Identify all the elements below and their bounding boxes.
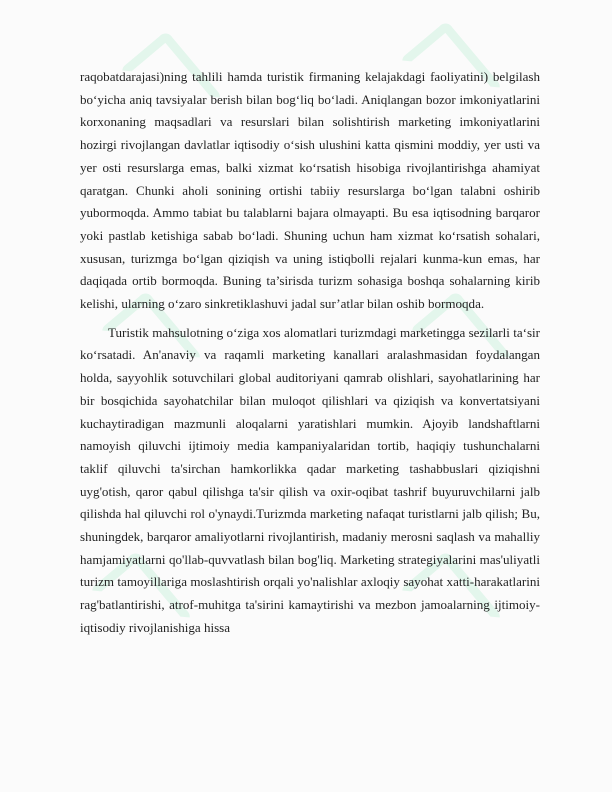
paragraph-2: Turistik mahsulotning o‘ziga xos alomatlari turizmdagi marketingga sezilarli ta‘sir ko‘rsatadi. An'anaviy va raqamli marketing kanallari aralashmasidan foydalangan holda, sayyohlik sotuvchilari global auditoriyani qamrab olishlari, sayohatlarining har bir bosqichida sayohatchilar bilan muloqot qilishlari va qiziqish va konvertatsiyani kuchaytiradigan mazmunli aloqalarni yaratishlari mumkin. Ajoyib landshaftlarni namoyish qiluvchi ijtimoiy media kampaniyalaridan tortib, haqiqiy tushunchalarni taklif qiluvchi ta'sirchan hamkorlikka qadar marketing tashabbuslari qiziqishni uyg'otish, qaror qabul qilishga ta'sir qilish va oxir-oqibat tashrif buyuruvchilarni jalb qilishda hal qiluvchi rol o'ynaydi.Turizmda marketing nafaqat turistlarni jalb qilish; Bu, shuningdek, barqaror amaliyotlarni rivojlantirish, madaniy merosni saqlash va mahalliy hamjamiyatlarni qo'llab-quvvatlash bilan bog'liq. Marketing strategiyalarini mas'uliyatli turizm tamoyillariga moslashtirish orqali yo'nalishlar axloqiy sayohat xatti-harakatlarini rag'batlantirishi, atrof-muhitga ta'sirini kamaytirishi va mezbon jamoalarning ijtimoiy-iqtisodiy rivojlanishiga hissa <box>80 324 540 635</box>
paragraph-1: raqobatdarajasi)ning tahlili hamda turistik firmaning kelajakdagi faoliyatini) belgilash bo‘yicha aniq tavsiyalar berish bilan bog‘liq bo‘ladi. Aniqlangan bozor imkoniyatlarini korxonaning maqsadlari va resurslari bilan solishtirish marketing imkoniyatlarini hozirgi rivojlangan davlatlar iqtisodiy o‘sish ulushini katta qismini moddiy, yer usti va yer osti resurslarga emas, balki xizmat ko‘rsatish hisobiga rivojlantirishga ahamiyat qaratgan. Chunki aholi sonining ortishi tabiiy resurslarga bo‘lgan talabni oshirib yubormoqda. Ammo tabiat bu talablarni bajara olmayapti. Bu esa iqtisodning barqaror yoki pastlab ketishiga sabab bo‘ladi. Shuning uchun ham xizmat ko‘rsatish sohalari, xususan, turizmga bo‘lgan qiziqish va uning istiqbolli rejalari kunma-kun emas, har daqiqada ortib bormoqda. Buning ta’sirisda turizm sohasiga boshqa sohalarning kirib kelishi, ularning o‘zaro sinkretiklashuvi jadal sur’atlar bilan oshib bormoqda. <box>80 69 540 312</box>
body-text <box>80 66 540 640</box>
